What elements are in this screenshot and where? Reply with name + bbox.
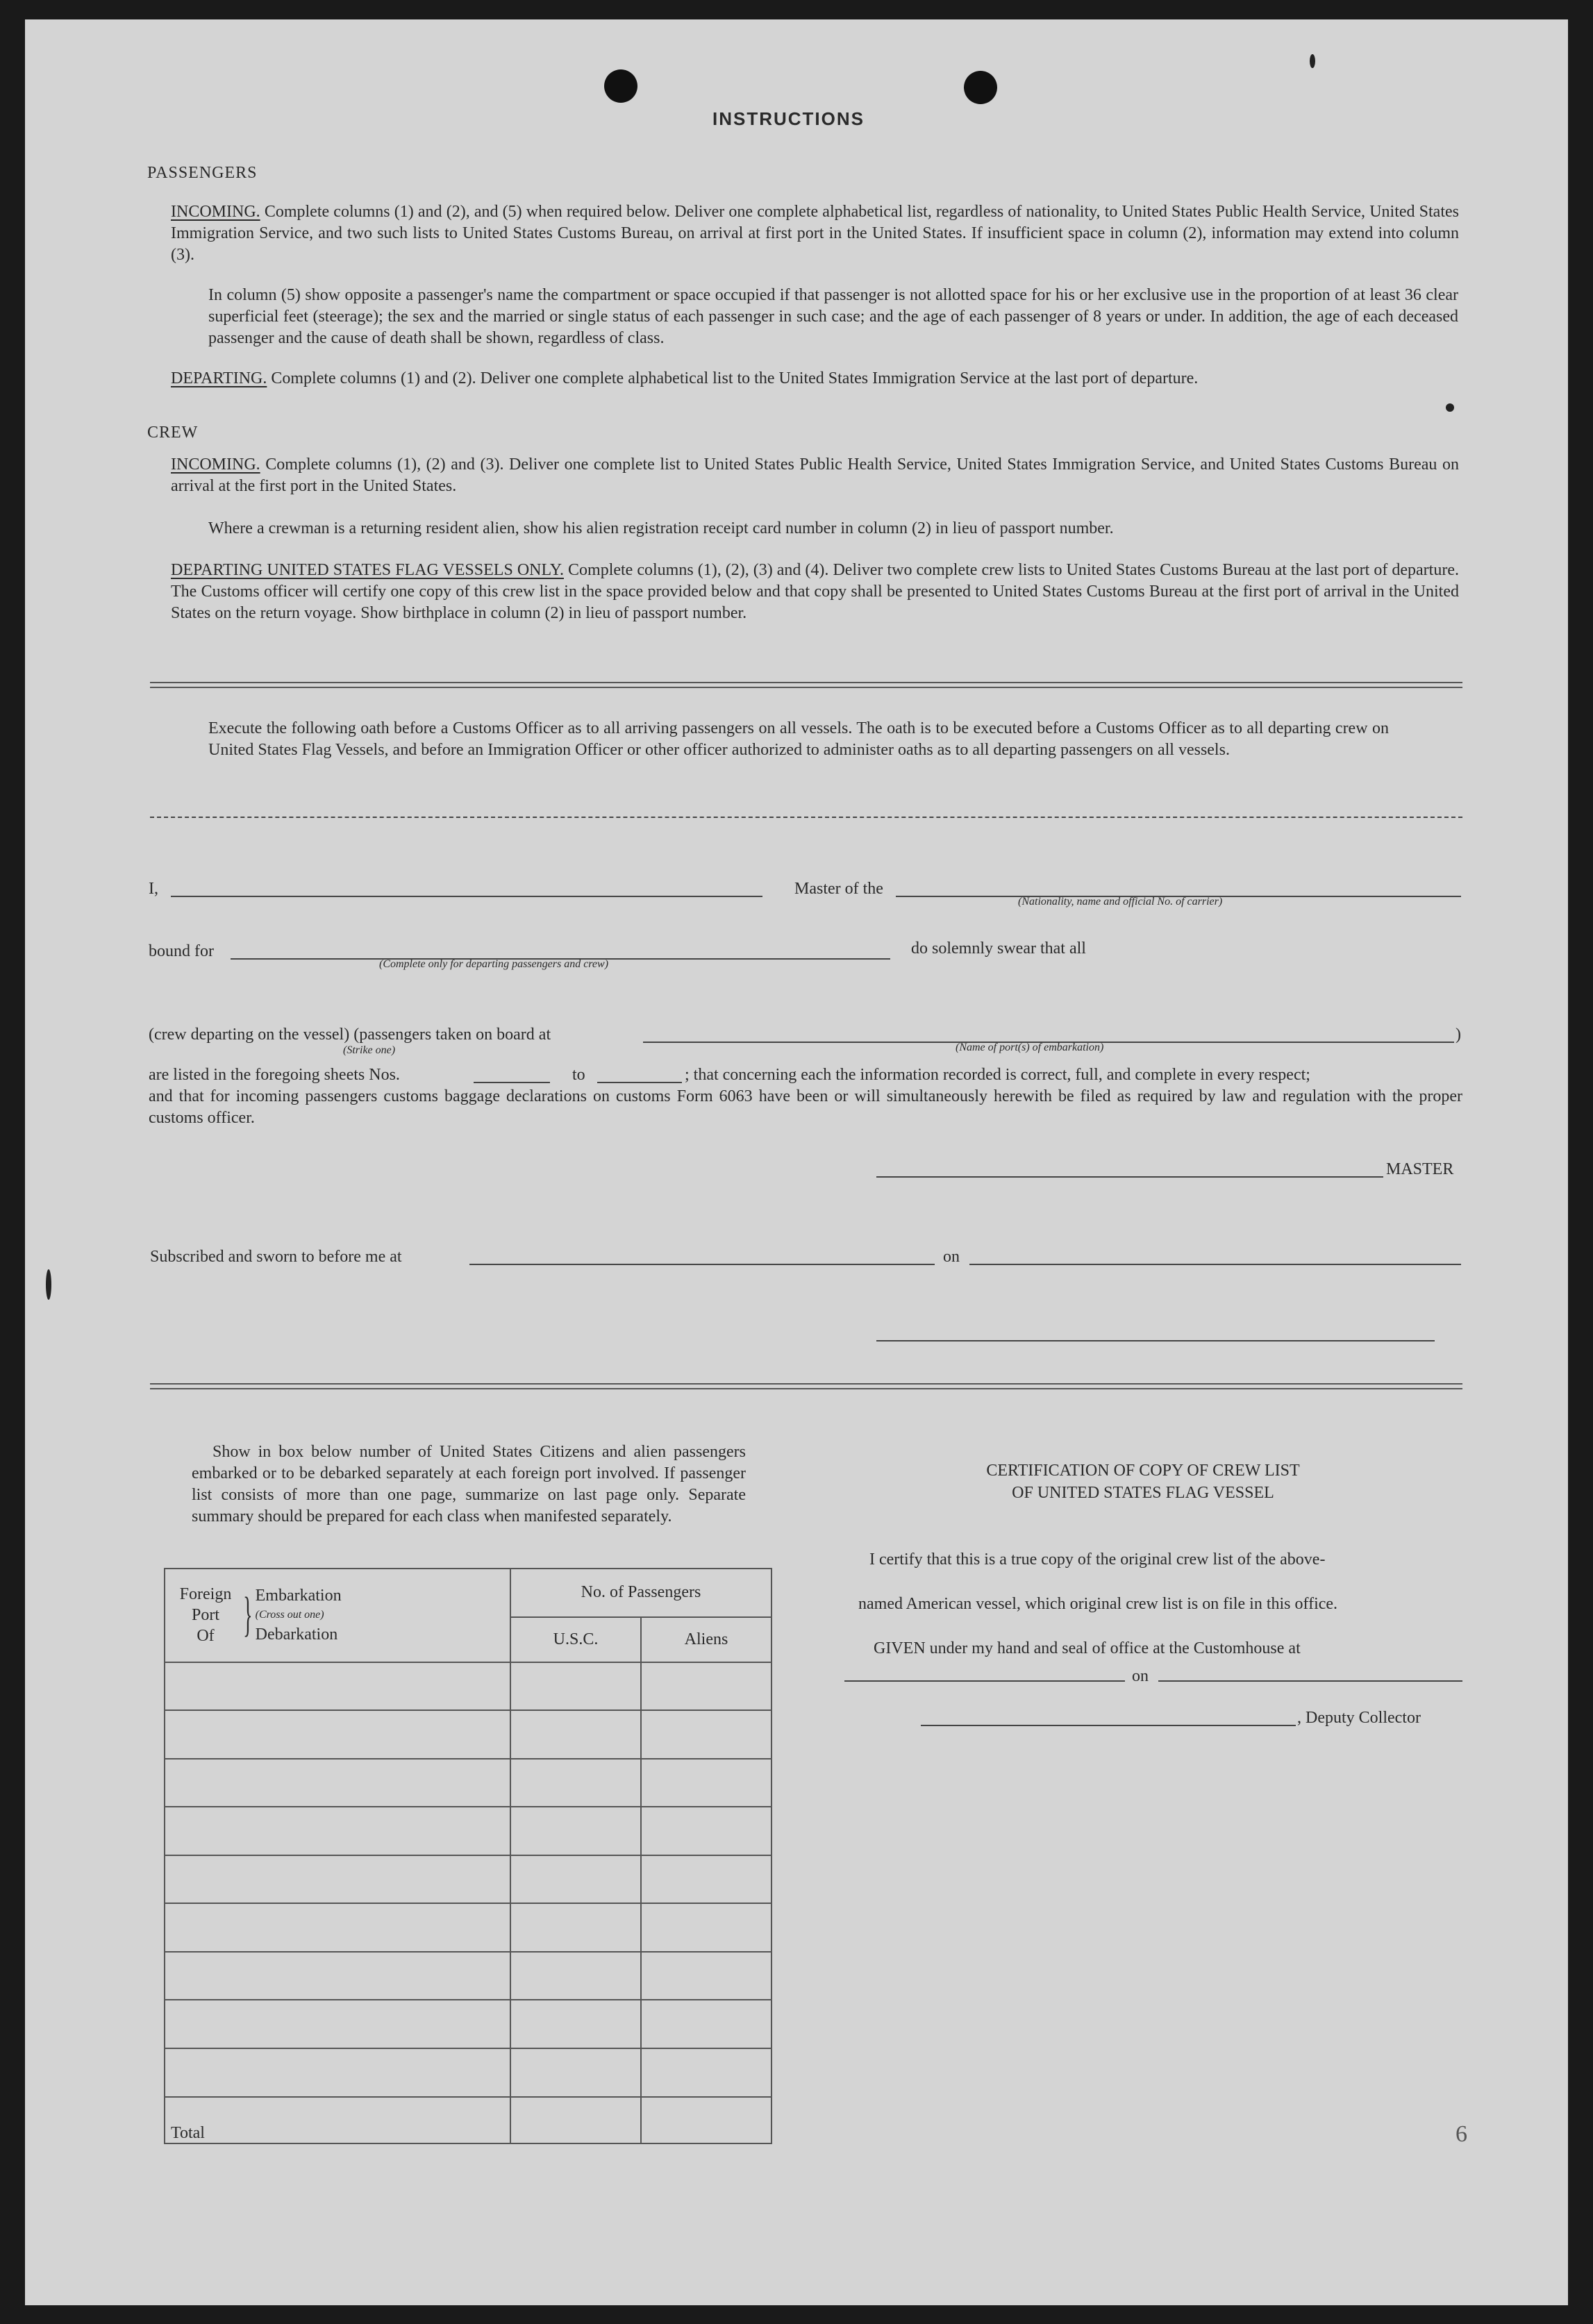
passengers-departing-text: Complete columns (1) and (2). Deliver one complete alphabetical list to the United States Immigration Service at the last port of departure.: [271, 369, 1199, 387]
subscribed-label: Subscribed and sworn to before me at: [150, 1248, 402, 1266]
passengers-heading: PASSENGERS: [147, 164, 258, 182]
passenger-summary-table: [164, 1568, 772, 2144]
oath-i-label: I,: [149, 880, 158, 898]
divider-thin: [150, 817, 1462, 818]
table-row[interactable]: [165, 2048, 510, 2097]
crew-incoming: [171, 454, 1459, 497]
master-name-line[interactable]: [171, 896, 762, 897]
speck: [46, 1269, 51, 1300]
oath-listed-to: to: [572, 1066, 585, 1084]
total-row: [165, 2097, 510, 2144]
oath-listed-b: ; that concerning each the information recorded is correct, full, and complete in every respect;: [685, 1066, 1310, 1084]
oath-crew-departing: (crew departing on the vessel) (passengers taken on board at: [149, 1026, 551, 1044]
certification-title: [893, 1460, 1393, 1504]
crew-incoming-text: Complete columns (1), (2) and (3). Deliver one complete list to United States Public Health Service, United States Immigration Service, and United States Customs Bureau on arrival at the first port in the United States.: [171, 455, 1459, 495]
table-row[interactable]: [165, 2000, 510, 2048]
officer-signature-line[interactable]: [876, 1340, 1435, 1341]
carrier-note: (Nationality, name and official No. of carrier): [1018, 896, 1223, 908]
strike-one-note: (Strike one): [343, 1044, 396, 1056]
oath-listed-a: are listed in the foregoing sheets Nos.: [149, 1066, 400, 1084]
certification-date-line[interactable]: [1158, 1680, 1462, 1682]
bound-note: (Complete only for departing passengers and crew): [379, 958, 609, 970]
crew-resident: Where a crewman is a returning resident alien, show his alien registration receipt card number in column (2) in lieu of passport number.: [208, 519, 1114, 537]
master-label: MASTER: [1386, 1160, 1454, 1178]
debarkation-label: Debarkation: [255, 1625, 338, 1644]
port-header: Foreign Port Of } Embarkation (Cross out one) Debarkation: [165, 1569, 510, 1662]
oath-intro: Execute the following oath before a Customs Officer as to all arriving passengers on all vessels. The oath is to be executed before a Customs Officer as to all departing crew on United States Flag Vessels, and before an Immigration Officer or other officer authorized to administer oaths as to all departing passengers on all vessels.: [208, 719, 1389, 759]
certification-line3: GIVEN under my hand and seal of office at the Customhouse at: [874, 1639, 1301, 1657]
certification-line2: named American vessel, which original crew list is on file in this office.: [858, 1595, 1338, 1613]
usc-header: U.S.C.: [510, 1617, 641, 1662]
master-signature-line[interactable]: [876, 1176, 1383, 1178]
sheet-to-line[interactable]: [597, 1082, 682, 1083]
crew-departing-label: DEPARTING UNITED STATES FLAG VESSELS ONLY.: [171, 561, 564, 579]
subscribed-on: on: [943, 1248, 960, 1266]
oath-swear: do solemnly swear that all: [911, 939, 1086, 958]
table-row[interactable]: [165, 1855, 510, 1904]
certification-title-line1: CERTIFICATION OF COPY OF CREW LIST: [986, 1462, 1300, 1480]
embarkation-label: Embarkation: [255, 1587, 342, 1605]
oath-master-of: Master of the: [794, 880, 883, 898]
passengers-column5: In column (5) show opposite a passenger's name the compartment or space occupied if that passenger is not allotted space for his or her exclusive use in the proportion of at least 36 clear superficial feet (steerage); the sex and the married or single status of each passenger in such case; and the age of each passenger of 8 years or under. In addition, the age of each deceased passenger and the cause of death shall be shown, regardless of class.: [208, 286, 1458, 347]
page-number: 6: [1456, 2121, 1467, 2147]
passengers-incoming: [171, 201, 1459, 266]
sheet-from-line[interactable]: [474, 1082, 550, 1083]
speck: [1446, 403, 1454, 412]
crew-incoming-label: INCOMING.: [171, 455, 260, 474]
no-passengers-header: No. of Passengers: [510, 1569, 772, 1617]
divider: [150, 1383, 1462, 1389]
table-row[interactable]: [165, 1662, 510, 1711]
document-page: [25, 19, 1568, 2305]
port-label: Port: [191, 1606, 219, 1625]
embarkation-note: (Name of port(s) of embarkation): [956, 1042, 1104, 1053]
customhouse-line[interactable]: [844, 1680, 1125, 1682]
oath-listed-c: and that for incoming passengers customs baggage declarations on customs Form 6063 have been or will simultaneously herewith be filed as required by law and regulation with the proper customs officer.: [149, 1087, 1462, 1127]
passengers-incoming-text: Complete columns (1) and (2), and (5) when required below. Deliver one complete alphabetical list, regardless of nationality, to United States Public Health Service, United States Immigration Service, and two such lists to United States Customs Bureau, on arrival at first port in the United States. If insufficient space in column (2), information may extend into column (3).: [171, 203, 1459, 264]
crew-departing: [171, 560, 1459, 624]
table-row[interactable]: [165, 1807, 510, 1855]
speck: [1310, 54, 1315, 68]
certification-on: on: [1132, 1667, 1149, 1685]
close-paren: ): [1456, 1026, 1461, 1044]
page-title: INSTRUCTIONS: [712, 108, 865, 129]
passengers-incoming-label: INCOMING.: [171, 203, 260, 221]
passengers-departing-label: DEPARTING.: [171, 369, 267, 387]
deputy-collector-line[interactable]: [921, 1725, 1296, 1726]
punch-hole-left: [604, 69, 637, 103]
subscribed-date-line[interactable]: [969, 1264, 1461, 1265]
summary-instructions: Show in box below number of United States Citizens and alien passengers embarked or to be debarked separately at each foreign port involved. If passenger list consists of more than one page, summarize on last page only. Separate summary should be prepared for each class when manifested separately.: [192, 1443, 746, 1525]
of-label: Of: [197, 1627, 215, 1646]
divider: [150, 682, 1462, 688]
certification-line1: I certify that this is a true copy of the original crew list of the above-: [869, 1550, 1326, 1569]
subscribed-place-line[interactable]: [469, 1264, 935, 1265]
crew-heading: CREW: [147, 424, 199, 442]
punch-hole-right: [964, 71, 997, 104]
table-row[interactable]: [165, 1903, 510, 1952]
cross-out-note: (Cross out one): [255, 1609, 324, 1621]
table-row[interactable]: [165, 1710, 510, 1759]
oath-bound-for: bound for: [149, 942, 214, 960]
foreign-label: Foreign: [179, 1585, 232, 1604]
crew-departing-text: Complete columns (1), (2), (3) and (4). Deliver two complete crew lists to United States Customs Bureau at the last port of departure. The Customs officer will certify one copy of this crew list in the space provided below and that copy shall be presented to United States Customs Bureau at the first port of arrival in the United States on the return voyage. Show birthplace in column (2) in lieu of passport number.: [171, 561, 1459, 622]
deputy-collector-label: , Deputy Collector: [1297, 1709, 1421, 1727]
aliens-header: Aliens: [641, 1617, 772, 1662]
table-row[interactable]: [165, 1952, 510, 2000]
total-label: Total: [171, 2124, 205, 2142]
passengers-departing: [171, 368, 1459, 390]
table-row[interactable]: [165, 1759, 510, 1807]
certification-title-line2: OF UNITED STATES FLAG VESSEL: [1012, 1484, 1274, 1502]
